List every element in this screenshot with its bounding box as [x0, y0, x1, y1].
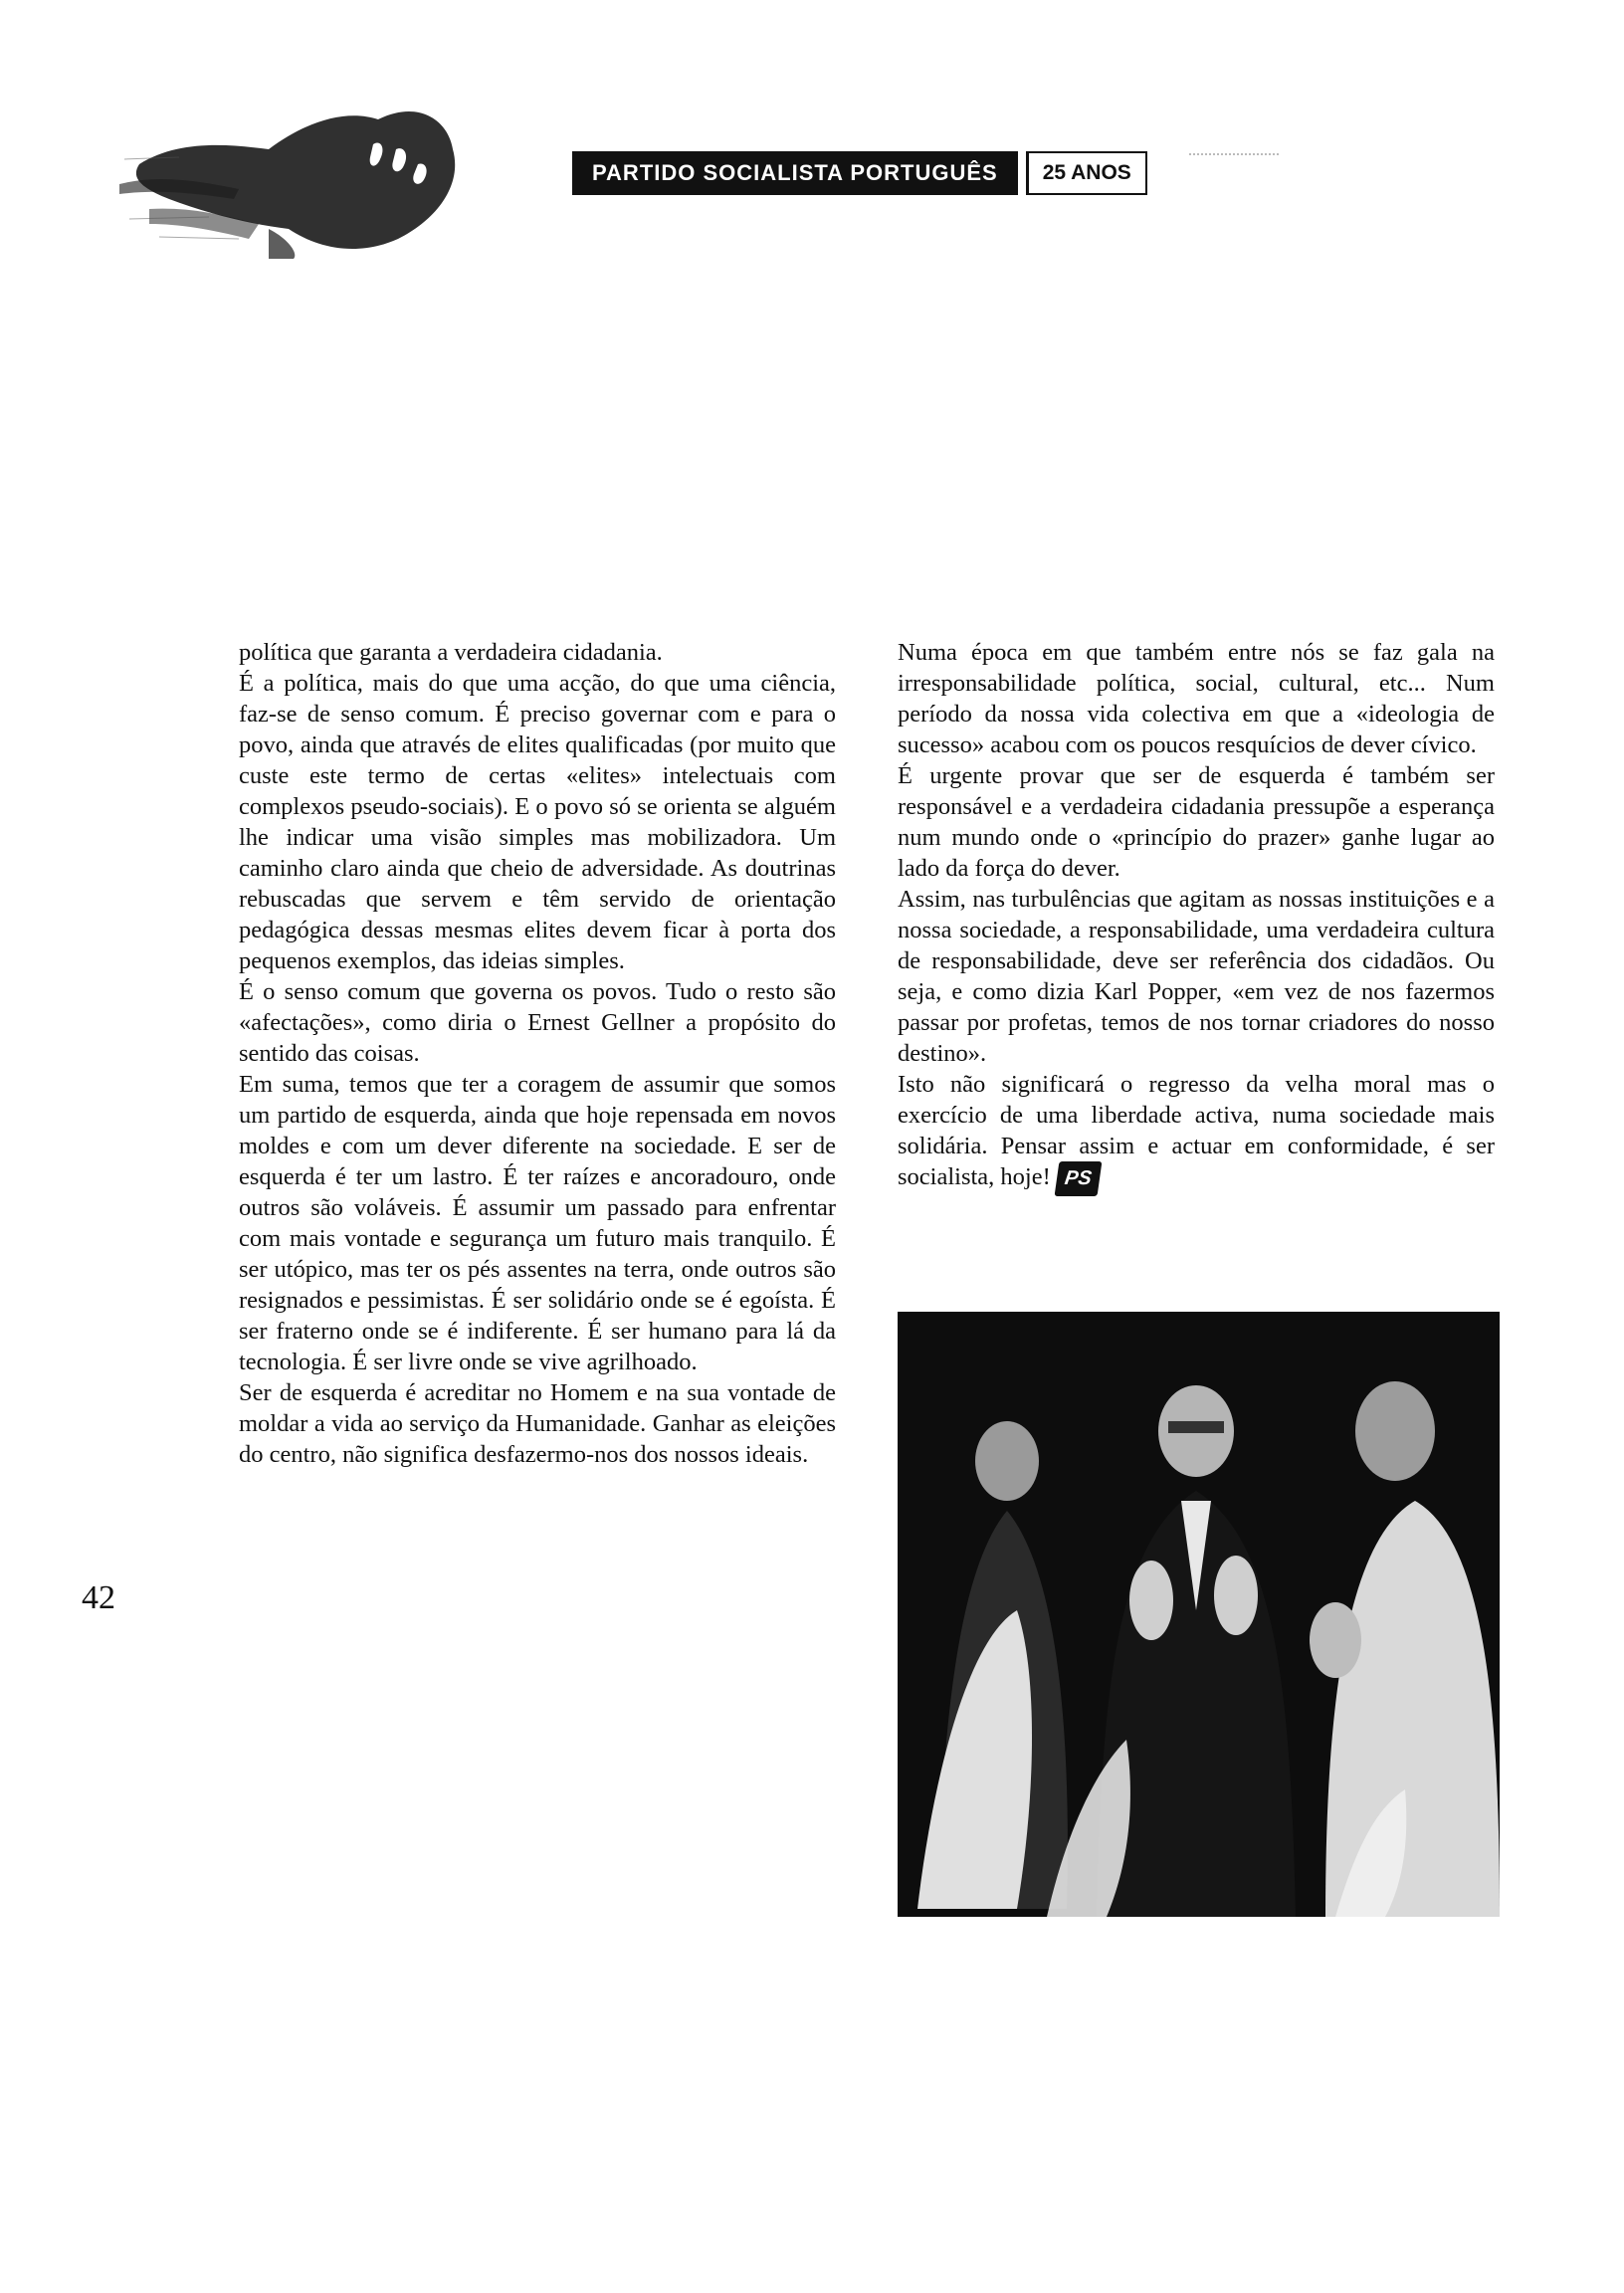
paragraph: Em suma, temos que ter a coragem de assumir que somos um partido de esquerda, ainda que hoje repensada em novos moldes e com um dever diferente na sociedade. E ser de esquerda é ter um lastro. É ter raízes e ancoradouro, onde outros são voláveis. É assumir um passado para enfrentar com mais vontade e segurança um futuro mais tranquilo. É ser utópico, mas ter os pés assentes na terra, onde outros são resignados e pessimistas. É ser solidário onde se é egoísta. É ser fraterno onde se é indiferente. É ser humano para lá da tecnologia. É ser livre onde se vive agrilhoado. — [239, 1071, 836, 1375]
header-title: PARTIDO SOCIALISTA PORTUGUÊS — [572, 151, 1018, 195]
paragraph: Assim, nas turbulências que agitam as nossas instituições e a nossa sociedade, a responsabilidade, uma verdadeira cultura de responsabilidade, deve ser referência dos cidadãos. Ou seja, e como dizia Karl Popper, «em vez de nos fazermos passar por profetas, temos de nos tornar criadores do nosso destino». — [898, 886, 1495, 1067]
right-text-column — [898, 637, 1495, 1196]
ps-logo-icon: PS — [1054, 1161, 1102, 1196]
paragraph: É o senso comum que governa os povos. Tudo o resto são «afectações», como diria o Ernest Gellner a propósito do sentido das coisas. — [239, 978, 836, 1067]
header-dotted-rule — [1189, 153, 1279, 155]
left-text-column — [239, 637, 836, 1470]
paragraph-with-logo — [898, 1069, 1495, 1196]
paragraph: política que garanta a verdadeira cidadania. — [239, 639, 663, 666]
photo-three-men-applauding — [898, 1312, 1500, 1917]
paragraph: Isto não significará o regresso da velha moral mas o exercício de uma liberdade activa, numa sociedade mais solidária. Pensar assim e actuar em conformidade, é ser socialista, hoje! — [898, 1071, 1495, 1191]
header-separator — [1018, 151, 1026, 195]
page-number: 42 — [82, 1579, 115, 1616]
header-years-badge: 25 ANOS — [1026, 151, 1147, 195]
paragraph: Numa época em que também entre nós se faz gala na irresponsabilidade política, social, cultural, etc... Num período da nossa vida colectiva em que a «ideologia de sucesso» acabou com os poucos resquícios de dever cívico. — [898, 639, 1495, 758]
hand-splash-graphic — [119, 90, 478, 259]
paragraph: Ser de esquerda é acreditar no Homem e na sua vontade de moldar a vida ao serviço da Humanidade. Ganhar as eleições do centro, não significa desfazermo-nos dos nossos ideais. — [239, 1379, 836, 1468]
header-bar — [572, 151, 1147, 195]
paragraph: É a política, mais do que uma acção, do que uma ciência, faz-se de senso comum. É preciso governar com e para o povo, ainda que através de elites qualificadas (por muito que custe este termo de certas «elites» intelectuais com complexos pseudo-sociais). E o povo só se orienta se alguém lhe indicar uma visão simples mas mobilizadora. Um caminho claro ainda que cheio de adversidade. As doutrinas rebuscadas que servem e têm servido de orientação pedagógica dessas mesmas elites devem ficar à porta dos pequenos exemplos, das ideias simples. — [239, 670, 836, 974]
photo-illustration — [898, 1312, 1500, 1917]
paragraph: É urgente provar que ser de esquerda é também ser responsável e a verdadeira cidadania pressupõe a esperança num mundo onde o «princípio do prazer» ganhe lugar ao lado da força do dever. — [898, 762, 1495, 882]
